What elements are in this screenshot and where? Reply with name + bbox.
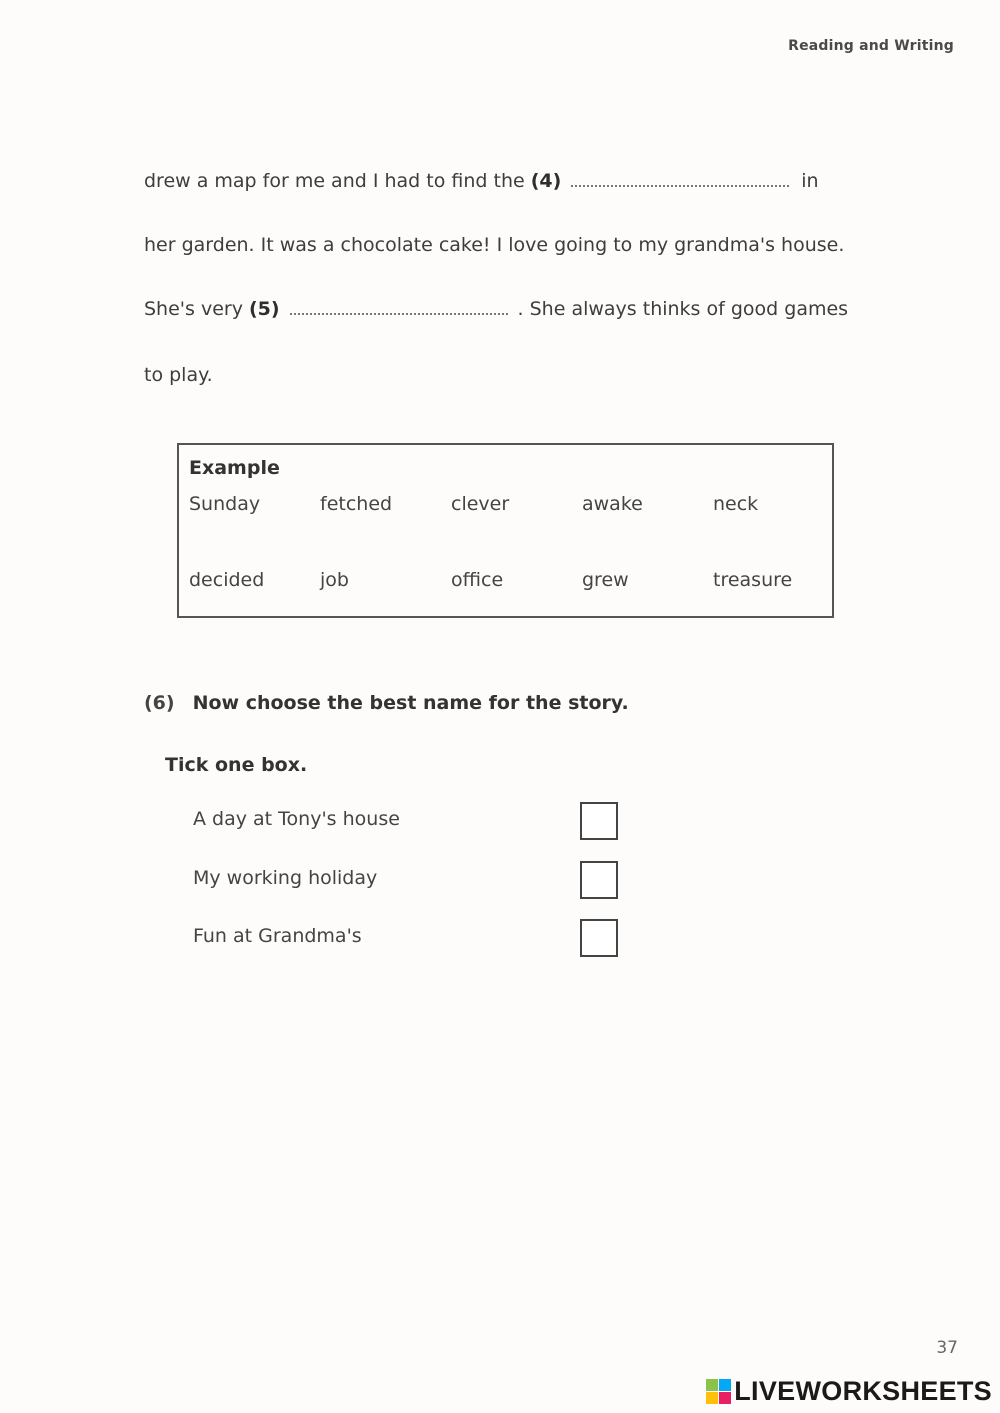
answer-blank-5[interactable]: [290, 311, 508, 315]
question-text: Now choose the best name for the story.: [192, 692, 629, 714]
liveworksheets-icon: [706, 1379, 731, 1404]
gap-number-4: (4): [530, 170, 562, 192]
passage-line-2: her garden. It was a chocolate cake! I love going to my grandma's house.: [144, 234, 845, 256]
word-option: decided: [189, 569, 265, 591]
brand-icon-cell: [719, 1379, 731, 1391]
passage-line-3-before: She's very: [144, 298, 243, 320]
option-row-2: [193, 861, 633, 901]
option-row-1: [193, 802, 633, 842]
word-option: grew: [582, 569, 629, 591]
word-row-2: [189, 569, 844, 591]
word-option: fetched: [320, 493, 393, 515]
word-option: treasure: [713, 569, 793, 591]
option-label-2: My working holiday: [193, 867, 378, 889]
answer-blank-4[interactable]: [571, 183, 789, 187]
passage-line-1: [144, 170, 819, 192]
brand-icon-cell: [706, 1379, 718, 1391]
brand-name: LIVEWORKSHEETS: [734, 1376, 992, 1406]
word-row-1: [189, 493, 844, 515]
option-row-3: [193, 919, 633, 959]
question-number: (6): [144, 692, 175, 714]
word-option: office: [451, 569, 504, 591]
tick-box-3[interactable]: [580, 919, 618, 957]
passage-line-1-after: in: [801, 170, 819, 192]
word-option: neck: [713, 493, 759, 515]
tick-instruction: Tick one box.: [165, 754, 308, 776]
option-label-3: Fun at Grandma's: [193, 925, 362, 947]
passage-line-1-before: drew a map for me and I had to find the: [144, 170, 525, 192]
word-option: awake: [582, 493, 643, 515]
question-6: [144, 692, 629, 714]
word-option: Sunday: [189, 493, 261, 515]
brand-icon-cell: [706, 1392, 718, 1404]
word-box: [177, 443, 834, 618]
passage-line-3: [144, 298, 848, 320]
page-number: 37: [936, 1338, 958, 1358]
brand-icon-cell: [719, 1392, 731, 1404]
word-option: clever: [451, 493, 510, 515]
passage-line-3-after: . She always thinks of good games: [517, 298, 849, 320]
passage-line-4: to play.: [144, 364, 213, 386]
word-option: job: [320, 569, 349, 591]
example-label: Example: [189, 457, 280, 479]
liveworksheets-logo[interactable]: [706, 1376, 992, 1407]
section-header: Reading and Writing: [788, 38, 954, 54]
gap-number-5: (5): [248, 298, 280, 320]
tick-box-1[interactable]: [580, 802, 618, 840]
tick-box-2[interactable]: [580, 861, 618, 899]
option-label-1: A day at Tony's house: [193, 808, 400, 830]
